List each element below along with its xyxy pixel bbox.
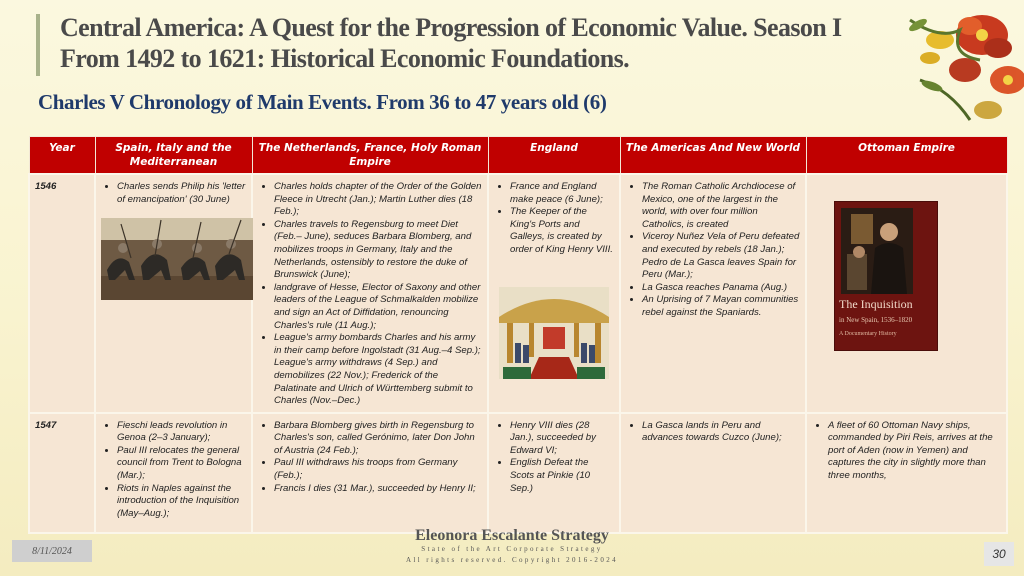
- slide-subtitle: Charles V Chronology of Main Events. From 36 to 47 years old (6): [38, 90, 607, 114]
- england-cell: [488, 413, 620, 533]
- inquisition-book-cover: [834, 201, 938, 351]
- list-item: • Paul III relocates the general council from Trent to Bologna (Mar.);: [117, 445, 246, 483]
- brand-rights: All rights reserved. Copyright 2016-2024: [405, 556, 619, 564]
- netherlands-cell: [252, 413, 488, 533]
- list-item: • La Gasca reaches Panama (Aug.): [642, 282, 800, 295]
- list-item: • An Uprising of 7 Mayan communities rebel against the Spaniards.: [642, 294, 800, 319]
- footer-brand: [300, 528, 724, 566]
- brand-name: Eleonora Escalante Strategy: [415, 527, 609, 544]
- list-item: • Charles travels to Regensburg to meet Diet (Feb.– June), seduces Barbara Blomberg, and mobilizes troops in Germany, Italy and the Netherlands, ostensibly to restore the duke of Brunswick (June);: [274, 219, 482, 282]
- list-item: • Riots in Naples against the introduction of the Inquisition (May–Aug.);: [117, 483, 246, 521]
- americas-cell: [620, 174, 806, 413]
- list-item: • Charles holds chapter of the Order of the Golden Fleece in Utrecht (Jan.); Martin Luther dies (18 Feb.);: [274, 181, 482, 219]
- list-item: • La Gasca lands in Peru and advances towards Cuzco (June);: [642, 420, 800, 445]
- book-caption: A Documentary History: [839, 331, 897, 337]
- title-line-2: From 1492 to 1621: Historical Economic Foundations.: [60, 44, 630, 73]
- title-line-1: Central America: A Quest for the Progression of Economic Value. Season I: [60, 13, 842, 42]
- spain-cell: [95, 413, 252, 533]
- list-item: • Viceroy Nuñez Vela of Peru defeated and executed by rebels (18 Jan.); Pedro de La Gasca leaves Spain for Peru (Mar.);: [642, 231, 800, 281]
- header-year: Year: [29, 137, 95, 175]
- list-item: • Henry VIII dies (28 Jan.), succeeded by Edward VI;: [510, 420, 614, 458]
- year-cell: 1546: [29, 174, 95, 413]
- header-spain-italy: Spain, Italy and the Mediterranean: [95, 137, 252, 175]
- list-item: • League's army bombards Charles and his army in their camp before Ingolstadt (31 Aug.–4 Sep.); League's army withdraws (4 Sep.) and demobilizes (22 Nov.); Frederick of the Palatinate and Ulrich of Württemberg submit to Charles (Nov.–Dec.): [274, 332, 482, 408]
- list-item: • France and England make peace (6 June);: [510, 181, 614, 206]
- list-item: • landgrave of Hesse, Elector of Saxony and other leaders of the League of Schmalkalden mobilize and sign an Act of Diffidation, renouncing Charles's rule (11 Aug.);: [274, 282, 482, 332]
- slide-date: 8/11/2024: [12, 540, 92, 562]
- flowers-decoration: [870, 0, 1024, 135]
- list-item: • Charles sends Philip his 'letter of emancipation' (30 June): [117, 181, 246, 206]
- header-americas: The Americas And New World: [620, 137, 806, 175]
- americas-cell: [620, 413, 806, 533]
- title-accent-bar: [36, 14, 40, 76]
- netherlands-cell: [252, 174, 488, 413]
- page-number: 30: [984, 542, 1014, 566]
- header-ottoman: Ottoman Empire: [806, 137, 1007, 175]
- list-item: • The Keeper of the King's Ports and Galleys, is created by order of King Henry VIII.: [510, 206, 614, 256]
- book-title: The Inquisition: [839, 297, 913, 311]
- brand-tagline: State of the Art Corporate Strategy: [421, 545, 603, 553]
- list-item: • A fleet of 60 Ottoman Navy ships, commanded by Piri Reis, arrives at the port of Aden (now in Yemen) and captures the city in slightly more than three months,: [828, 420, 1001, 483]
- portrait-painting: [841, 208, 913, 294]
- slide-title: [60, 12, 930, 74]
- year-cell: 1547: [29, 413, 95, 533]
- list-item: • The Roman Catholic Archdiocese of Mexico, one of the largest in the world, with over four million Catholics, is created: [642, 181, 800, 231]
- header-england: England: [488, 137, 620, 175]
- list-item: • Barbara Blomberg gives birth in Regensburg to Charles's son, called Gerónimo, later Don John of Austria (24 Feb.);: [274, 420, 482, 458]
- table-row: [29, 174, 1007, 413]
- ottoman-cell: [806, 413, 1007, 533]
- list-item: • Fieschi leads revolution in Genoa (2–3 January);: [117, 420, 246, 445]
- ottoman-cell: [806, 174, 1007, 413]
- list-item: • English Defeat the Scots at Pinkie (10 Sep.): [510, 457, 614, 495]
- header-netherlands-france: The Netherlands, France, Holy Roman Empire: [252, 137, 488, 175]
- table-row: [29, 413, 1007, 533]
- england-cell: [488, 174, 620, 413]
- table-header-row: [29, 137, 1007, 175]
- spain-cell: [95, 174, 252, 413]
- book-subtitle: in New Spain, 1536–1820: [839, 316, 913, 324]
- list-item: • Paul III withdraws his troops from Germany (Feb.);: [274, 457, 482, 482]
- battle-painting: [101, 218, 253, 300]
- court-painting: [499, 287, 609, 379]
- list-item: • Francis I dies (31 Mar.), succeeded by Henry II;: [274, 483, 482, 496]
- chronology-table: [28, 136, 1008, 534]
